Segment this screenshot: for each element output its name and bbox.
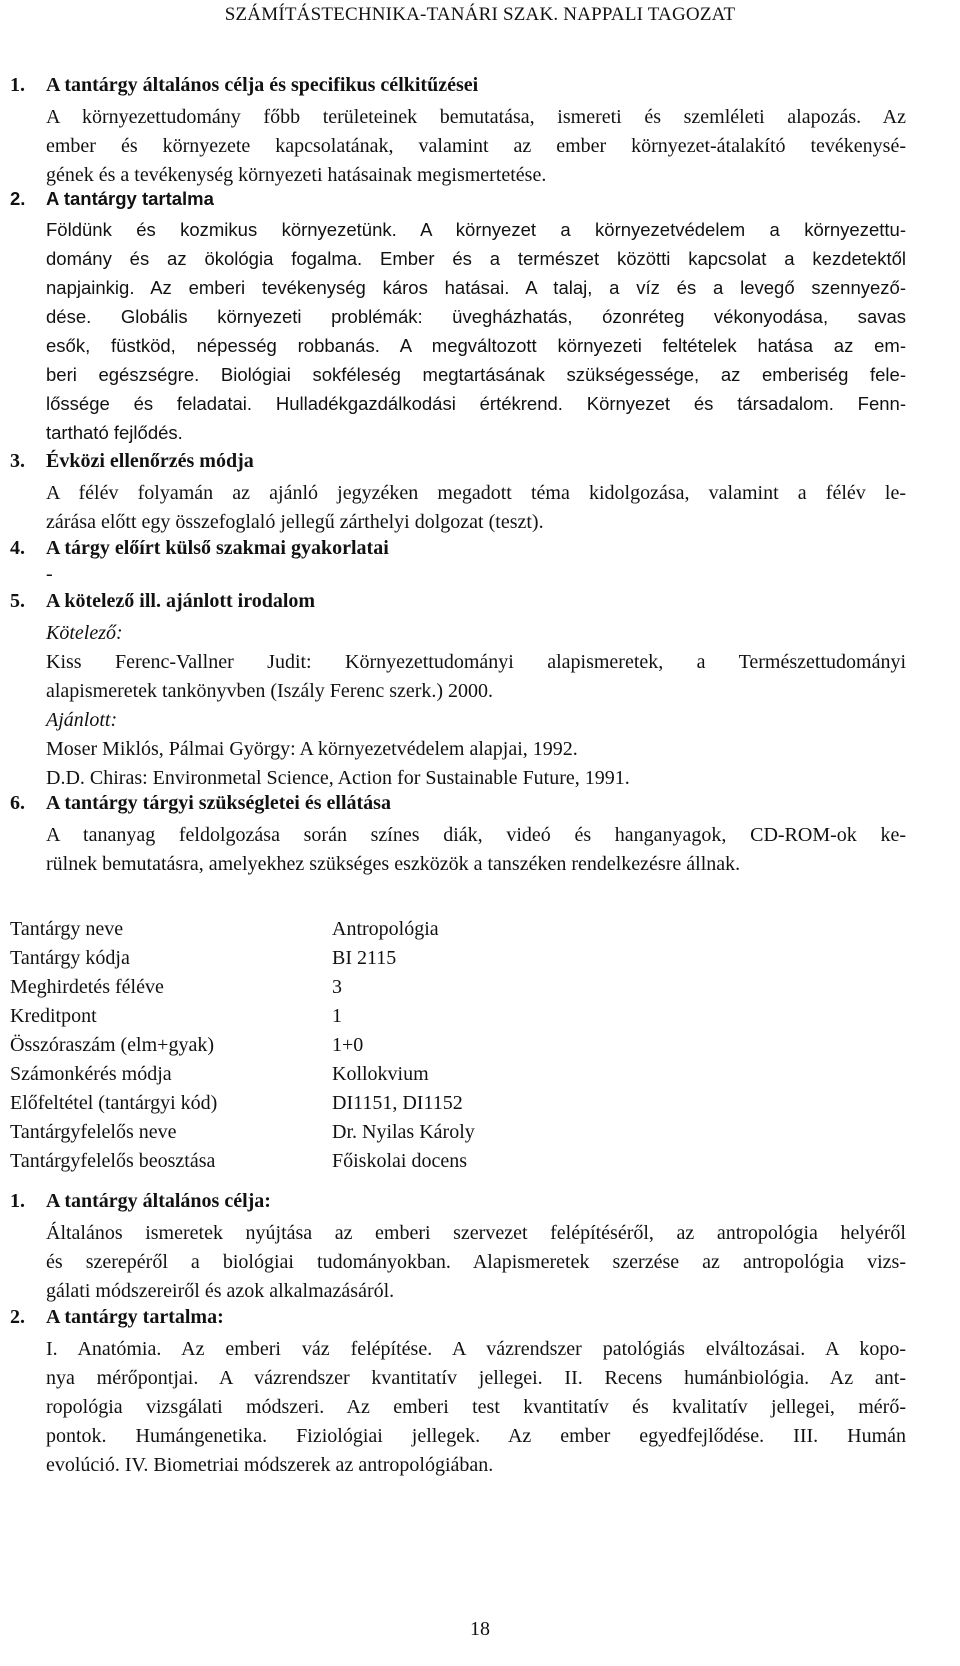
section-heading: 4. A tárgy előírt külső szakmai gyakorlatai bbox=[10, 537, 389, 559]
table-row: Kreditpont 1 bbox=[10, 1005, 342, 1027]
table-row: Előfeltétel (tantárgyi kód) DI1151, DI1152 bbox=[10, 1092, 463, 1114]
section-heading: 6. A tantárgy tárgyi szükségletei és ellátása bbox=[10, 792, 391, 814]
section-heading: 1. A tantárgy általános célja és specifikus célkitűzései bbox=[10, 74, 479, 96]
section-text: A tananyag feldolgozása során színes diák, videó és hanganyagok, CD-ROM-ok ke- rülnek bemutatásra, amelyekhez szükséges eszközök a tanszéken rendelkezésre állnak. bbox=[46, 824, 906, 875]
section-text: - bbox=[46, 563, 53, 585]
section-heading: 2. A tantárgy tartalma: bbox=[10, 1306, 224, 1328]
section-text: A környezettudomány főbb területeinek bemutatása, ismereti és szemléleti alapozás. Az ember és környezete kapcsolatának, valamint az ember környezet-átalakító tevékenysé- gének és a tevékenység környezeti hatásainak megismertetése. bbox=[46, 106, 906, 186]
section-text: I. Anatómia. Az emberi váz felépítése. A vázrendszer patológiás elváltozásai. A kopo- nya mérőpontjai. A vázrendszer kvantitatív jellegei. II. Recens humánbiológia. Az ant- ropológia vizsgálati módszeri. Az emberi test kvantitatív és kvalitatív jellegei, mérő- pontok. Humángenetika. Fiziológiai jellegek. Az ember egyedfejlődése. III. Humán evolúció. IV. Biometriai módszerek az antropológiában. bbox=[46, 1338, 906, 1476]
page-number: 18 bbox=[470, 1618, 490, 1640]
recommended-label: Ajánlott: bbox=[46, 709, 118, 731]
table-row: Tantárgy neve Antropológia bbox=[10, 918, 439, 940]
section-text: Általános ismeretek nyújtása az emberi szervezet felépítéséről, az antropológia helyéről és szerepéről a biológiai tudományokban. Alapismeretek szerzése az antropológia vizs- gálati módszereiről és azok alkalmazásáról. bbox=[46, 1222, 906, 1302]
required-label: Kötelező: bbox=[46, 622, 123, 644]
course-info-table bbox=[10, 918, 475, 1179]
section-heading: 1. A tantárgy általános célja: bbox=[10, 1190, 271, 1212]
section-heading: 2. A tantárgy tartalma bbox=[10, 188, 214, 209]
section-heading: 5. A kötelező ill. ajánlott irodalom bbox=[10, 590, 316, 612]
table-row: Meghirdetés féléve 3 bbox=[10, 976, 342, 998]
table-row: Számonkérés módja Kollokvium bbox=[10, 1063, 429, 1085]
section-text: A félév folyamán az ajánló jegyzéken megadott téma kidolgozása, valamint a félév le- zárása előtt egy összefoglaló jellegű zárthelyi dolgozat (teszt). bbox=[46, 482, 906, 533]
section-text: Földünk és kozmikus környezetünk. A környezet a környezetvédelem a környezettu- domány és az ökológia fogalma. Ember és a természet közötti kapcsolat a kezdetektől napjainkig. Az emberi tevékenység káros hatásai. A talaj, a víz és a levegő szennyező- dése. Globális környezeti problémák: üvegházhatás, ózonréteg vékonyodása, savas esők, füstköd, népesség robbanás. A megváltozott környezeti feltételek hatása az em- beri egészségre. Biológiai sokféleség megtartásának szükségessége, az emberiség fele- lőssége és feladatai. Hulladékgazdálkodási értékrend. Környezet és társadalom. Fenn- tartható fejlődés. bbox=[46, 219, 906, 443]
table-row: Tantárgyfelelős neve Dr. Nyilas Károly bbox=[10, 1121, 475, 1143]
literature-list: Kötelező: Kiss Ferenc-Vallner Judit: Környezettudományi alapismeretek, a Természettudományi alapismeretek tankönyvben (Iszály Ferenc szerk.) 2000. Ajánlott: Moser Miklós, Pálmai György: A környezetvédelem alapjai, 1992. D.D. Chiras: Environmetal Science, Action for Sustainable Future, 1991. bbox=[46, 619, 906, 793]
table-row: Tantárgyfelelős beosztása Főiskolai docens bbox=[10, 1150, 467, 1172]
page-header: SZÁMÍTÁSTECHNIKA-TANÁRI SZAK. NAPPALI TAGOZAT bbox=[224, 4, 736, 25]
table-row: Összóraszám (elm+gyak) 1+0 bbox=[10, 1034, 364, 1056]
section-heading: 3. Évközi ellenőrzés módja bbox=[10, 450, 254, 472]
table-row: Tantárgy kódja BI 2115 bbox=[10, 947, 397, 969]
